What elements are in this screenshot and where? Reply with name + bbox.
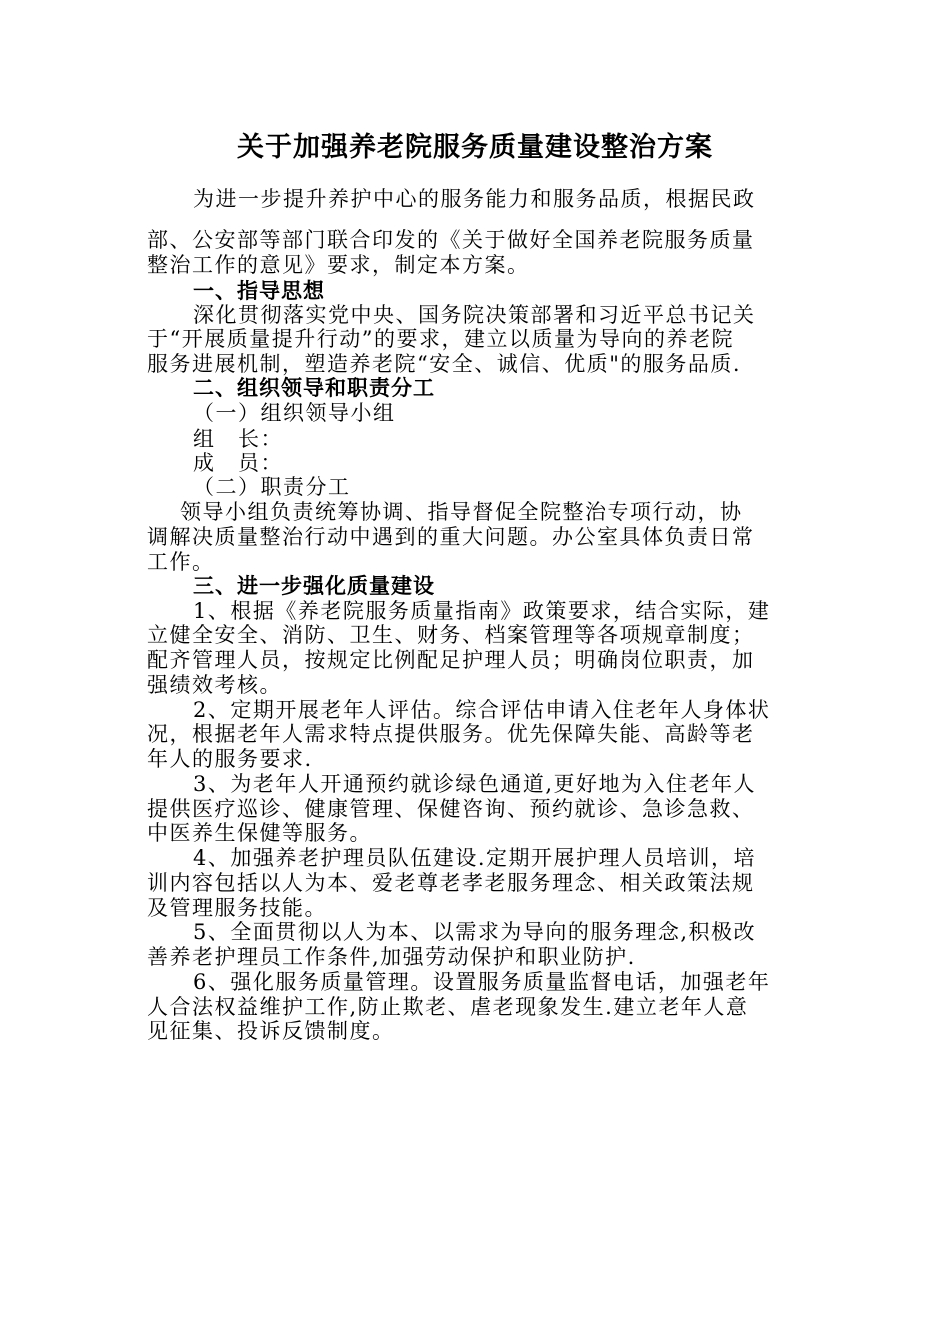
item-6-line-3: 见征集、投诉反馈制度。 (147, 1019, 395, 1043)
item-1-line-1: 1、根据《养老院服务质量指南》政策要求，结合实际，建 (193, 599, 771, 623)
item-3-line-2: 提供医疗巡诊、健康管理、保健咨询、预约就诊、急诊急救、 (147, 797, 755, 821)
document-title: 关于加强养老院服务质量建设整治方案 (237, 132, 713, 163)
section-heading-quality: 三、进一步强化质量建设 (193, 574, 435, 598)
item-5-line-1: 5、全面贯彻以人为本、以需求为导向的服务理念,积极改 (193, 920, 757, 944)
responsibility-line-1: 领导小组负责统筹协调、指导督促全院整治专项行动，协 (180, 500, 743, 524)
subsection-heading-leading-group: （一）组织领导小组 (193, 401, 396, 425)
section-heading-guiding-ideology: 一、指导思想 (193, 279, 325, 303)
item-2-line-2: 况，根据老年人需求特点提供服务。优先保障失能、高龄等老 (147, 722, 755, 746)
item-5-line-2: 善养老护理员工作条件,加强劳动保护和职业防护. (147, 945, 636, 969)
intro-line-1: 为进一步提升养护中心的服务能力和服务品质，根据民政 (193, 187, 756, 211)
guiding-line-3: 服务进展机制，塑造养老院“安全、诚信、优质"的服务品质. (147, 352, 742, 376)
item-3-line-1: 3、为老年人开通预约就诊绿色通道,更好地为入住老年人 (193, 772, 757, 796)
item-1-line-3: 配齐管理人员，按规定比例配足护理人员；明确岗位职责，加 (147, 648, 755, 672)
section-heading-organization: 二、组织领导和职责分工 (193, 376, 435, 400)
item-1-line-2: 立健全安全、消防、卫生、财务、档案管理等各项规章制度； (147, 623, 755, 647)
guiding-line-1: 深化贯彻落实党中央、国务院决策部署和习近平总书记关 (193, 303, 756, 327)
guiding-line-2: 于“开展质量提升行动”的要求，建立以质量为导向的养老院 (147, 327, 734, 351)
responsibility-line-3: 工作。 (147, 550, 215, 574)
intro-line-3: 整治工作的意见》要求，制定本方案。 (147, 253, 530, 277)
item-6-line-2: 人合法权益维护工作,防止欺老、虐老现象发生.建立老年人意 (147, 995, 749, 1019)
item-2-line-3: 年人的服务要求. (147, 747, 313, 771)
responsibility-line-2: 调解决质量整治行动中遇到的重大问题。办公室具体负责日常 (147, 525, 755, 549)
item-4-line-1: 4、加强养老护理员队伍建设.定期开展护理人员培训，培 (193, 846, 757, 870)
intro-line-2: 部、公安部等部门联合印发的《关于做好全国养老院服务质量 (147, 228, 755, 252)
item-4-line-3: 及管理服务技能。 (147, 896, 327, 920)
subsection-heading-responsibilities: （二）职责分工 (193, 475, 351, 499)
item-2-line-1: 2、定期开展老年人评估。综合评估申请入住老年人身体状 (193, 698, 771, 722)
leader-field: 组 长： (193, 427, 283, 451)
item-3-line-3: 中医养生保健等服务。 (147, 821, 372, 845)
item-4-line-2: 训内容包括以人为本、爱老尊老孝老服务理念、相关政策法规 (147, 871, 755, 895)
members-field: 成 员： (193, 451, 283, 475)
item-1-line-4: 强绩效考核。 (147, 673, 282, 697)
item-6-line-1: 6、强化服务质量管理。设置服务质量监督电话，加强老年 (193, 970, 771, 994)
